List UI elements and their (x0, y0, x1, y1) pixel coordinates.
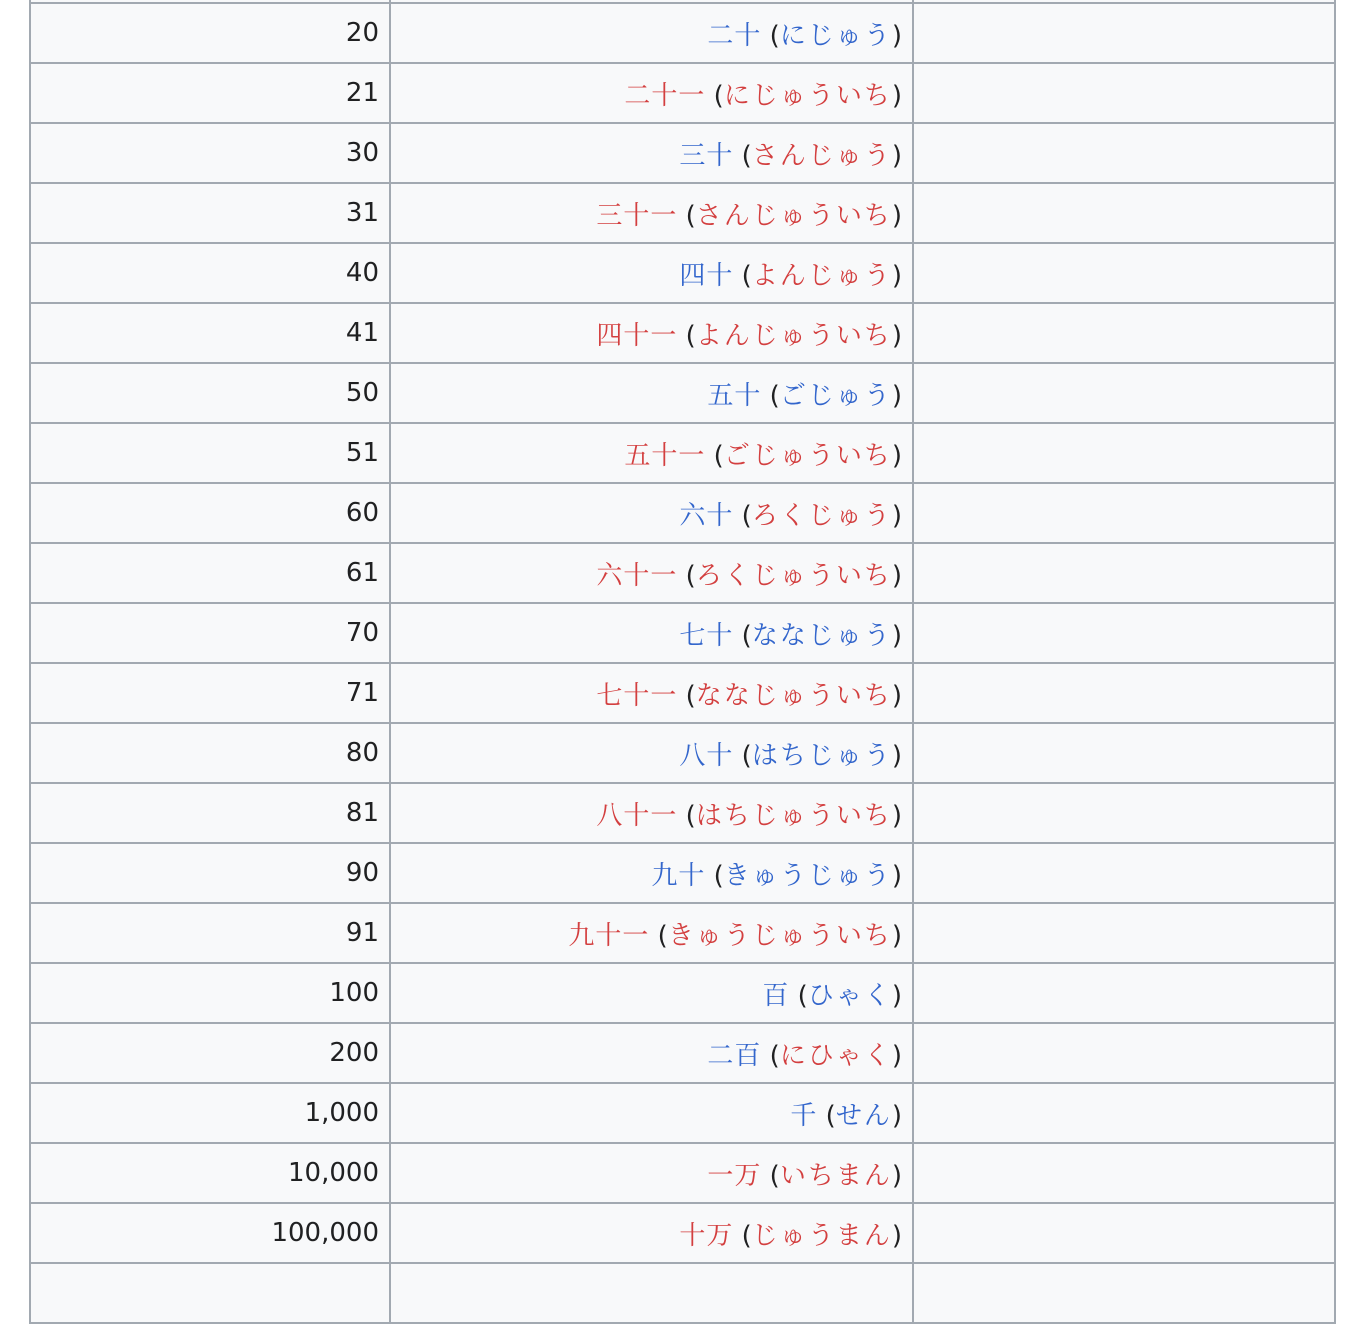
open-paren: ( (761, 380, 780, 411)
close-paren: ) (891, 1040, 902, 1071)
kanji-link[interactable]: 九十一 (568, 920, 650, 951)
reading-link[interactable]: ななじゅういち (695, 680, 892, 711)
table-row (30, 543, 1335, 603)
note-cell (913, 423, 1335, 483)
number-cell: 80 (30, 723, 390, 783)
number-cell (30, 1263, 390, 1323)
reading-link[interactable]: にじゅう (779, 20, 892, 51)
open-paren: ( (733, 260, 752, 291)
table-row (30, 183, 1335, 243)
number-cell: 51 (30, 423, 390, 483)
kanji-link[interactable]: 九十 (651, 860, 706, 891)
close-paren: ) (891, 620, 902, 651)
note-cell (913, 903, 1335, 963)
open-paren: ( (677, 200, 696, 231)
number-cell: 200 (30, 1023, 390, 1083)
kanji-link[interactable]: 千 (790, 1100, 818, 1131)
open-paren: ( (761, 1160, 780, 1191)
note-cell (913, 303, 1335, 363)
japanese-cell (390, 963, 913, 1023)
japanese-cell (390, 243, 913, 303)
number-cell: 41 (30, 303, 390, 363)
note-cell (913, 1083, 1335, 1143)
note-cell (913, 603, 1335, 663)
number-cell: 1,000 (30, 1083, 390, 1143)
table-row (30, 963, 1335, 1023)
open-paren: ( (733, 620, 752, 651)
reading-link[interactable]: ろくじゅう (751, 500, 892, 531)
note-cell (913, 963, 1335, 1023)
open-paren: ( (677, 560, 696, 591)
reading-link[interactable]: よんじゅう (751, 260, 892, 291)
kanji-link[interactable]: 二十 (707, 20, 762, 51)
reading-link[interactable]: さんじゅういち (695, 200, 892, 231)
note-cell (913, 723, 1335, 783)
table-body (30, 0, 1335, 1323)
japanese-cell (390, 1143, 913, 1203)
close-paren: ) (891, 920, 902, 951)
table-row (30, 243, 1335, 303)
open-paren: ( (761, 20, 780, 51)
table-row (30, 603, 1335, 663)
table-row (30, 723, 1335, 783)
japanese-cell (390, 3, 913, 63)
note-cell (913, 243, 1335, 303)
table-row (30, 1023, 1335, 1083)
kanji-link[interactable]: 六十 (679, 500, 734, 531)
open-paren: ( (733, 1220, 752, 1251)
reading-link[interactable]: さんじゅう (751, 140, 892, 171)
open-paren: ( (733, 500, 752, 531)
open-paren: ( (705, 860, 724, 891)
reading-link[interactable]: ひゃく (807, 980, 892, 1011)
japanese-cell (390, 843, 913, 903)
close-paren: ) (891, 200, 902, 231)
table-row (30, 123, 1335, 183)
japanese-cell (390, 423, 913, 483)
close-paren: ) (891, 440, 902, 471)
table-row (30, 1263, 1335, 1323)
close-paren: ) (891, 20, 902, 51)
kanji-link[interactable]: 八十一 (596, 800, 678, 831)
kanji-link[interactable]: 四十 (679, 260, 734, 291)
reading-link[interactable]: ごじゅういち (723, 440, 892, 471)
kanji-link[interactable]: 一万 (707, 1160, 762, 1191)
close-paren: ) (891, 140, 902, 171)
table-row (30, 783, 1335, 843)
close-paren: ) (891, 260, 902, 291)
number-cell: 100 (30, 963, 390, 1023)
reading-link[interactable]: きゅうじゅういち (667, 920, 892, 951)
japanese-cell (390, 123, 913, 183)
reading-link[interactable]: じゅうまん (751, 1220, 892, 1251)
number-cell: 40 (30, 243, 390, 303)
note-cell (913, 363, 1335, 423)
note-cell (913, 1263, 1335, 1323)
kanji-link[interactable]: 二十一 (624, 80, 706, 111)
japanese-cell (390, 63, 913, 123)
note-cell (913, 483, 1335, 543)
japanese-cell (390, 183, 913, 243)
japanese-cell (390, 363, 913, 423)
close-paren: ) (891, 80, 902, 111)
reading-link[interactable]: にひゃく (779, 1040, 892, 1071)
open-paren: ( (705, 440, 724, 471)
kanji-link[interactable]: 三十 (679, 140, 734, 171)
kanji-link[interactable]: 五十 (707, 380, 762, 411)
kanji-link[interactable]: 十万 (679, 1220, 734, 1251)
close-paren: ) (891, 500, 902, 531)
number-cell: 10,000 (30, 1143, 390, 1203)
kanji-link[interactable]: 三十一 (596, 200, 678, 231)
table-row (30, 843, 1335, 903)
kanji-link[interactable]: 二百 (707, 1040, 762, 1071)
number-cell: 81 (30, 783, 390, 843)
japanese-cell (390, 1023, 913, 1083)
japanese-cell (390, 483, 913, 543)
table-row (30, 663, 1335, 723)
table-row (30, 63, 1335, 123)
japanese-cell (390, 1203, 913, 1263)
kanji-link[interactable]: 七十一 (596, 680, 678, 711)
table-row (30, 1203, 1335, 1263)
close-paren: ) (891, 740, 902, 771)
japanese-cell (390, 543, 913, 603)
reading-link[interactable]: ろくじゅういち (695, 560, 892, 591)
reading-link[interactable]: はちじゅういち (695, 800, 892, 831)
note-cell (913, 123, 1335, 183)
open-paren: ( (733, 740, 752, 771)
number-cell: 30 (30, 123, 390, 183)
reading-link[interactable]: せん (835, 1100, 892, 1131)
table-row (30, 483, 1335, 543)
close-paren: ) (891, 680, 902, 711)
open-paren: ( (733, 140, 752, 171)
open-paren: ( (649, 920, 668, 951)
close-paren: ) (891, 1100, 902, 1131)
close-paren: ) (891, 860, 902, 891)
note-cell (913, 3, 1335, 63)
japanese-cell (390, 1263, 913, 1323)
reading-link[interactable]: はちじゅう (751, 740, 892, 771)
note-cell (913, 1203, 1335, 1263)
open-paren: ( (677, 320, 696, 351)
japanese-cell (390, 603, 913, 663)
japanese-cell (390, 1083, 913, 1143)
japanese-cell (390, 723, 913, 783)
table-row (30, 3, 1335, 63)
reading-link[interactable]: きゅうじゅう (723, 860, 892, 891)
open-paren: ( (789, 980, 808, 1011)
table-row (30, 363, 1335, 423)
japanese-numbers-table (29, 0, 1336, 1324)
japanese-cell (390, 663, 913, 723)
close-paren: ) (891, 980, 902, 1011)
table-row (30, 423, 1335, 483)
number-cell: 50 (30, 363, 390, 423)
reading-link[interactable]: ななじゅう (751, 620, 892, 651)
table-row (30, 303, 1335, 363)
number-cell: 70 (30, 603, 390, 663)
number-cell: 20 (30, 3, 390, 63)
note-cell (913, 1143, 1335, 1203)
number-cell: 90 (30, 843, 390, 903)
kanji-link[interactable]: 八十 (679, 740, 734, 771)
note-cell (913, 663, 1335, 723)
number-cell: 61 (30, 543, 390, 603)
note-cell (913, 843, 1335, 903)
table-row (30, 903, 1335, 963)
close-paren: ) (891, 320, 902, 351)
note-cell (913, 63, 1335, 123)
kanji-link[interactable]: 六十一 (596, 560, 678, 591)
kanji-link[interactable]: 百 (762, 980, 790, 1011)
table-row (30, 1143, 1335, 1203)
reading-link[interactable]: よんじゅういち (695, 320, 892, 351)
number-cell: 60 (30, 483, 390, 543)
reading-link[interactable]: にじゅういち (723, 80, 892, 111)
note-cell (913, 183, 1335, 243)
note-cell (913, 783, 1335, 843)
number-cell: 100,000 (30, 1203, 390, 1263)
table-row (30, 1083, 1335, 1143)
open-paren: ( (817, 1100, 836, 1131)
number-cell: 21 (30, 63, 390, 123)
japanese-cell (390, 303, 913, 363)
kanji-link[interactable]: 五十一 (624, 440, 706, 471)
kanji-link[interactable]: 四十一 (596, 320, 678, 351)
note-cell (913, 543, 1335, 603)
reading-link[interactable]: いちまん (779, 1160, 892, 1191)
open-paren: ( (677, 680, 696, 711)
open-paren: ( (705, 80, 724, 111)
number-cell: 31 (30, 183, 390, 243)
japanese-cell (390, 903, 913, 963)
note-cell (913, 1023, 1335, 1083)
number-cell: 71 (30, 663, 390, 723)
open-paren: ( (677, 800, 696, 831)
kanji-link[interactable]: 七十 (679, 620, 734, 651)
close-paren: ) (891, 380, 902, 411)
number-cell: 91 (30, 903, 390, 963)
close-paren: ) (891, 1160, 902, 1191)
open-paren: ( (761, 1040, 780, 1071)
close-paren: ) (891, 1220, 902, 1251)
reading-link[interactable]: ごじゅう (779, 380, 892, 411)
japanese-cell (390, 783, 913, 843)
close-paren: ) (891, 560, 902, 591)
close-paren: ) (891, 800, 902, 831)
